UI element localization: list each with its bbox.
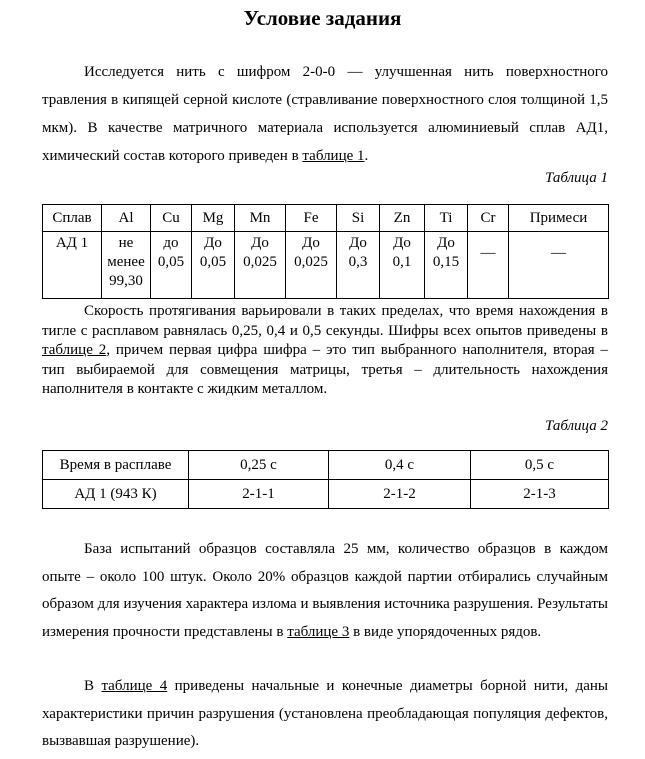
cell-line: До bbox=[251, 235, 269, 251]
paragraph-1 bbox=[42, 58, 608, 170]
table-1-header-cell: Zn bbox=[380, 205, 425, 232]
cell-line: До bbox=[302, 235, 320, 251]
table-1-cell-al bbox=[102, 232, 151, 299]
table-2-cell: 2-1-1 bbox=[189, 480, 329, 509]
table-1-header-row bbox=[43, 205, 609, 232]
table-2-header-cell: 0,25 с bbox=[189, 451, 329, 480]
table-2-reference-link[interactable]: таблице 2 bbox=[42, 342, 107, 358]
paragraph-4-text: В bbox=[84, 678, 102, 694]
cell-line: 0,15 bbox=[432, 254, 460, 270]
table-1-header-cell: Сплав bbox=[43, 205, 102, 232]
table-2-cell: 2-1-2 bbox=[329, 480, 471, 509]
cell-line: До bbox=[349, 235, 367, 251]
table-2-cell: АД 1 (943 К) bbox=[43, 480, 189, 509]
table-3-reference-link[interactable]: таблице 3 bbox=[287, 623, 350, 640]
table-1-reference-link[interactable]: таблице 1 bbox=[302, 148, 365, 164]
table-1-cell-impurities bbox=[509, 232, 609, 299]
table-1-cell-fe bbox=[286, 232, 337, 299]
cell-line: 0,025 bbox=[243, 254, 277, 270]
table-1-header-cell: Mg bbox=[192, 205, 235, 232]
table-1-header-cell: Al bbox=[102, 205, 151, 232]
melt-time-codes-table bbox=[42, 450, 609, 509]
cell-line: 0,05 bbox=[157, 254, 185, 270]
cell-line: АД 1 bbox=[55, 235, 89, 251]
paragraph-2 bbox=[42, 302, 608, 400]
cell-line: 99,30 bbox=[109, 273, 143, 289]
table-2-caption: Таблица 2 bbox=[545, 418, 608, 434]
table-2-header-cell: Время в расплаве bbox=[43, 451, 189, 480]
table-1-header-cell: Cu bbox=[151, 205, 192, 232]
table-1-cell-si bbox=[337, 232, 380, 299]
paragraph-1-text: Исследуется нить с шифром 2-0-0 — улучшенная нить поверхностного травления в кипящей серной кислоте (стравливание поверхностного слоя толщиной 1,5 мкм). В качестве матричного материала используется алюминиевый сплав АД1, химический состав которого приведен в bbox=[42, 64, 608, 164]
table-1-header-cell: Примеси bbox=[509, 205, 609, 232]
paragraph-3 bbox=[42, 536, 608, 646]
table-1-header-cell: Fe bbox=[286, 205, 337, 232]
table-1-cell-ti bbox=[425, 232, 468, 299]
table-1-data-row bbox=[43, 232, 609, 299]
table-4-reference-link[interactable]: таблице 4 bbox=[101, 678, 168, 694]
cell-line: До bbox=[437, 235, 455, 251]
table-1-cell-alloy bbox=[43, 232, 102, 299]
table-2-header-cell: 0,5 с bbox=[471, 451, 609, 480]
paragraph-1-tail: . bbox=[364, 148, 369, 164]
cell-line: — bbox=[480, 245, 496, 261]
cell-line: До bbox=[204, 235, 222, 251]
table-1-cell-mn bbox=[235, 232, 286, 299]
table-1-header-cell: Cr bbox=[468, 205, 509, 232]
paragraph-3-text: База испытаний образцов составляла 25 мм, количество образцов в каждом опыте – около 100 штук. Около 20% образцов каждой партии отбирались случайным образом для изучения характера излома и выявления источника разрушения. Результаты измерения прочности представлены в bbox=[42, 541, 608, 640]
table-2-header-cell: 0,4 с bbox=[329, 451, 471, 480]
cell-line: До bbox=[393, 235, 411, 251]
alloy-composition-table bbox=[42, 204, 609, 299]
table-2-cell: 2-1-3 bbox=[471, 480, 609, 509]
table-1-cell-zn bbox=[380, 232, 425, 299]
cell-line: 0,05 bbox=[199, 254, 227, 270]
cell-line: менее bbox=[107, 254, 145, 270]
paragraph-2-tail: , причем первая цифра шифра – это тип выбранного наполнителя, вторая – тип выбираемой для совмещения матрицы, третья – длительность нахождения наполнителя в контакте с жидким металлом. bbox=[42, 342, 609, 397]
table-1-cell-cr bbox=[468, 232, 509, 299]
table-1-cell-mg bbox=[192, 232, 235, 299]
table-1-caption: Таблица 1 bbox=[545, 170, 608, 186]
cell-line: 0,1 bbox=[392, 254, 412, 270]
cell-line: 0,025 bbox=[294, 254, 328, 270]
cell-line: до bbox=[163, 235, 179, 251]
table-1-cell-cu bbox=[151, 232, 192, 299]
table-2-data-row bbox=[43, 480, 609, 509]
page-title: Условие задания bbox=[243, 6, 402, 30]
cell-line: — bbox=[551, 245, 566, 261]
paragraph-4 bbox=[42, 673, 608, 756]
paragraph-3-tail: в виде упорядоченных рядов. bbox=[349, 623, 542, 640]
table-1-header-cell: Mn bbox=[235, 205, 286, 232]
table-2-header-row bbox=[43, 451, 609, 480]
cell-line: 0,3 bbox=[348, 254, 368, 270]
table-1-header-cell: Ti bbox=[425, 205, 468, 232]
paragraph-4-tail: приведены начальные и конечные диаметры борной нити, даны характеристики причин разрушения (установлена преобладающая популяция дефектов, вызвавшая разрушение). bbox=[42, 678, 608, 749]
paragraph-2-text: Скорость протягивания варьировали в таких пределах, что время нахождения в тигле с расплавом равнялась 0,25, 0,4 и 0,5 секунды. Шифры всех опытов приведены в bbox=[42, 303, 608, 339]
cell-line: не bbox=[118, 235, 134, 251]
table-1-header-cell: Si bbox=[337, 205, 380, 232]
